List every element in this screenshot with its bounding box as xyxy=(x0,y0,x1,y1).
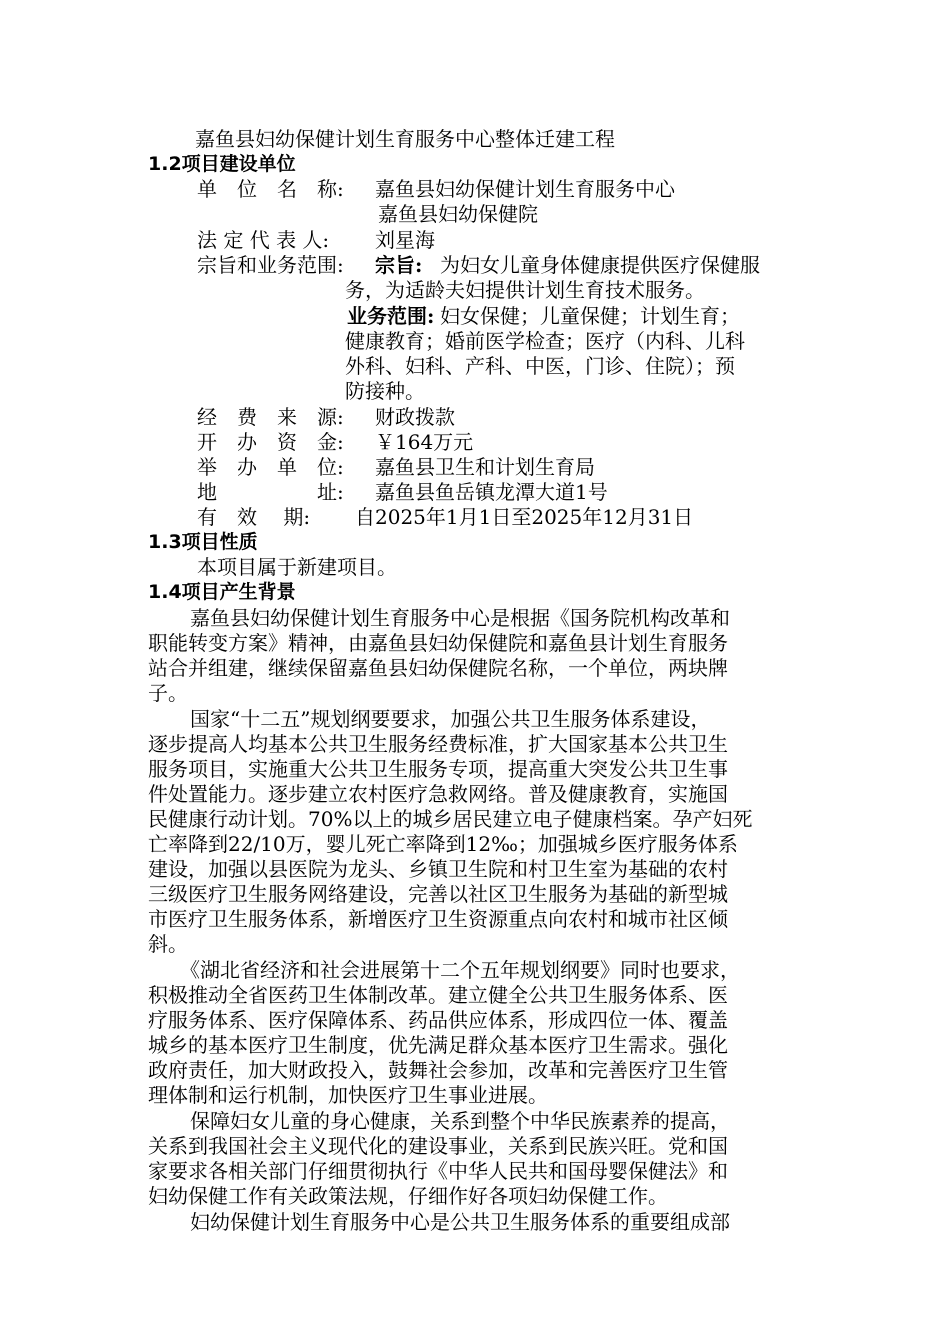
paragraph-line: 国家“十二五”规划纲要要求，加强公共卫生服务体系建设， xyxy=(190,707,711,731)
paragraph-line: 妇幼保健工作有关政策法规，仔细作好各项妇幼保健工作。 xyxy=(148,1184,668,1208)
paragraph-line: 城乡的基本医疗卫生制度，优先满足群众基本医疗卫生需求。强化 xyxy=(148,1033,728,1057)
funding-label: 经 费 来 源: xyxy=(197,405,344,429)
paragraph-line: 家要求各相关部门仔细贯彻执行《中华人民共和国母婴保健法》和 xyxy=(148,1159,728,1183)
paragraph-line: 疗服务体系、医疗保障体系、药品供应体系，形成四位一体、覆盖 xyxy=(148,1008,728,1032)
paragraph-line: 子。 xyxy=(148,681,188,705)
funding-value: 财政拨款 xyxy=(375,405,455,429)
paragraph-line: 嘉鱼县妇幼保健计划生育服务中心是根据《国务院机构改革和 xyxy=(190,606,730,630)
paragraph-line: 保障妇女儿童的身心健康，关系到整个中华民族素养的提高， xyxy=(190,1109,730,1133)
scope-label: 宗旨和业务范围: xyxy=(197,253,344,277)
paragraph-line: 民健康行动计划。70%以上的城乡居民建立电子健康档案。孕产妇死 xyxy=(148,807,753,831)
section-heading-1-3: 1.3项目性质 xyxy=(148,531,258,553)
paragraph-line: 理体制和运行机制，加快医疗卫生事业进展。 xyxy=(148,1083,548,1107)
paragraph-line: 斜。 xyxy=(148,932,188,956)
unit-name-value-2: 嘉鱼县妇幼保健院 xyxy=(378,202,538,226)
paragraph-line: 逐步提高人均基本公共卫生服务经费标准，扩大国家基本公共卫生 xyxy=(148,732,728,756)
capital-label: 开 办 资 金: xyxy=(197,430,344,454)
paragraph-line: 服务项目，实施重大公共卫生服务专项，提高重大突发公共卫生事 xyxy=(148,757,728,781)
legal-rep-value: 刘星海 xyxy=(375,228,435,252)
section-1-3-text: 本项目属于新建项目。 xyxy=(197,555,397,579)
paragraph-line: 件处置能力。逐步建立农村医疗急救网络。普及健康教育，实施国 xyxy=(148,782,728,806)
paragraph-line: 建设，加强以县医院为龙头、乡镇卫生院和村卫生室为基础的农村 xyxy=(148,857,728,881)
section-heading-1-4: 1.4项目产生背景 xyxy=(148,581,296,603)
paragraph-line: 关系到我国社会主义现代化的建设事业，关系到民族兴旺。党和国 xyxy=(148,1134,728,1158)
section-heading-1-2: 1.2项目建设单位 xyxy=(148,153,296,175)
paragraph-line: 《湖北省经济和社会进展第十二个五年规划纲要》同时也要求， xyxy=(180,958,740,982)
unit-name-value-1: 嘉鱼县妇幼保健计划生育服务中心 xyxy=(375,177,675,201)
validity-label: 有 效 期: xyxy=(197,505,311,529)
business-line-2: 健康教育；婚前医学检查；医疗（内科、儿科 xyxy=(345,329,745,353)
purpose-label: 宗旨: xyxy=(375,253,423,277)
paragraph-line: 三级医疗卫生服务网络建设，完善以社区卫生服务为基础的新型城 xyxy=(148,882,728,906)
paragraph-line: 亡率降到22/10万，婴儿死亡率降到12‰；加强城乡医疗服务体系 xyxy=(148,832,738,856)
paragraph-line: 积极推动全省医药卫生体制改革。建立健全公共卫生服务体系、医 xyxy=(148,983,728,1007)
paragraph-line: 妇幼保健计划生育服务中心是公共卫生服务体系的重要组成部 xyxy=(190,1210,730,1234)
validity-value: 自2025年1月1日至2025年12月31日 xyxy=(355,505,694,529)
business-line-3: 外科、妇科、产科、中医，门诊、住院）；预 xyxy=(345,354,735,378)
sponsor-value: 嘉鱼县卫生和计划生育局 xyxy=(375,455,595,479)
business-line-1: 妇女保健；儿童保健；计划生育； xyxy=(440,304,740,328)
paragraph-line: 政府责任，加大财政投入，鼓舞社会参加，改革和完善医疗卫生管 xyxy=(148,1058,728,1082)
capital-value: ￥164万元 xyxy=(375,430,474,454)
address-value: 嘉鱼县鱼岳镇龙潭大道1号 xyxy=(375,480,608,504)
legal-rep-label: 法 定 代 表 人: xyxy=(197,228,330,252)
business-line-4: 防接种。 xyxy=(345,379,425,403)
address-label: 地 址: xyxy=(197,480,344,504)
project-name-line: 嘉鱼县妇幼保健计划生育服务中心整体迁建工程 xyxy=(195,127,615,151)
paragraph-line: 职能转变方案》精神，由嘉鱼县妇幼保健院和嘉鱼县计划生育服务 xyxy=(148,631,728,655)
paragraph-line: 站合并组建，继续保留嘉鱼县妇幼保健院名称，一个单位，两块牌 xyxy=(148,656,728,680)
business-label: 业务范围: xyxy=(347,304,435,328)
purpose-line-2: 务，为适龄夫妇提供计划生育技术服务。 xyxy=(345,278,705,302)
paragraph-line: 市医疗卫生服务体系，新增医疗卫生资源重点向农村和城市社区倾 xyxy=(148,907,728,931)
purpose-line-1: 为妇女儿童身体健康提供医疗保健服 xyxy=(440,253,760,277)
sponsor-label: 举 办 单 位: xyxy=(197,455,344,479)
unit-name-label: 单 位 名 称: xyxy=(197,177,344,201)
